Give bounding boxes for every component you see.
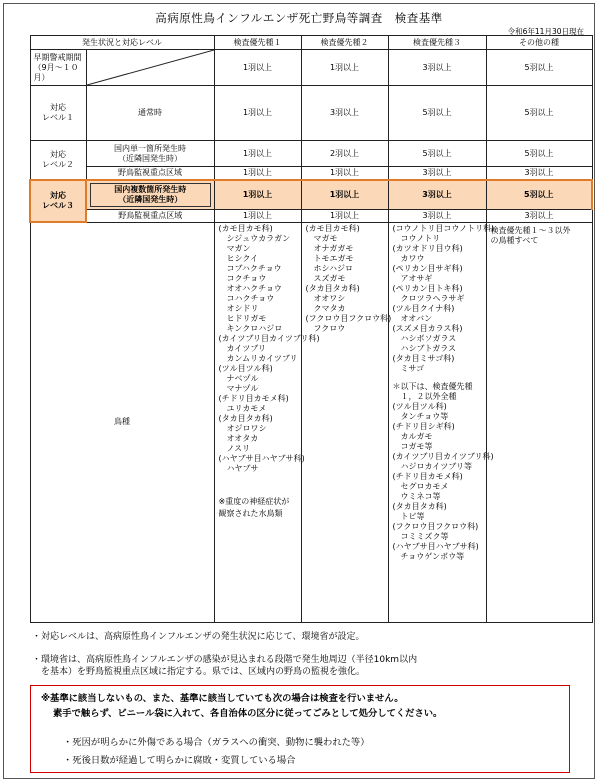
species-item: カルガモ (400, 431, 433, 441)
species-item: クロツラヘラサギ (400, 293, 465, 303)
species-item: カイツブリ (226, 343, 266, 353)
species-item: カワウ (400, 253, 425, 263)
species-item: キンクロハジロ (226, 323, 283, 333)
document-page (3, 3, 595, 779)
early-p2: 1羽以上 (301, 50, 388, 86)
level3-p1: 1羽以上 (214, 180, 301, 210)
species-item: ユリカモメ (226, 403, 267, 413)
species-p1-list (215, 223, 320, 474)
species-item: カンムリカイツブリ (226, 353, 298, 363)
species-item: １，２以外全種 (400, 391, 457, 401)
species-item: マガン (226, 243, 251, 253)
level1-p1: 1羽以上 (214, 86, 301, 141)
level2-zone-other: 3羽以上 (486, 167, 592, 180)
species-item: (コウノトリ目コウノトリ科) (392, 223, 495, 233)
species-item: (ペリカン目トキ科) (392, 283, 463, 293)
species-label: 鳥種 (30, 222, 214, 622)
note-line-1: ・対応レベルは、高病原性鳥インフルエンザの発生状況に応じて、環境省が設定。 (32, 632, 365, 642)
row-level2-label: 対応 レベル２ (30, 141, 86, 180)
species-item: (タカ目タカ科) (392, 501, 447, 511)
species-item: (フクロウ目フクロウ科) (392, 521, 479, 531)
species-item: (ハヤブサ目ハヤブサ科) (392, 541, 479, 551)
species-item: (ペリカン目サギ科) (392, 263, 463, 273)
species-item: (フクロウ目フクロウ科) (305, 313, 392, 323)
species-item: マナヅル (226, 383, 259, 393)
row-early-label: 早期警戒期間 （9月～１０月） (30, 50, 86, 86)
species-item: (タカ目タカ科) (218, 413, 273, 423)
species-item: ヒドリガモ (226, 313, 267, 323)
as-of-date: 令和6年11月30日現在 (507, 27, 584, 36)
level3-zone-p3: 3羽以上 (388, 209, 486, 222)
species-p1-note: ※重度の神経症状が 観察された水鳥類 (218, 496, 290, 518)
species-item: (カツオドリ目ウ科) (392, 243, 463, 253)
level3-zone-p1: 1羽以上 (214, 209, 301, 222)
level3-zone-other: 3羽以上 (486, 209, 592, 222)
header-priority-1: 検査優先種１ (214, 36, 301, 50)
species-item: (ハヤブサ目ハヤブサ科) (218, 453, 305, 463)
level1-other: 5羽以上 (486, 86, 592, 141)
level2-zone-p2: 1羽以上 (301, 167, 388, 180)
notice-line-2: 素手で触らず、ビニール袋に入れて、各自治体の区分に従ってごみとして処分してください。 (53, 708, 443, 719)
level2-p3: 5羽以上 (388, 141, 486, 167)
species-item: ウミネコ等 (400, 491, 441, 501)
species-item: コガモ等 (400, 441, 433, 451)
species-item: スズガモ (313, 273, 346, 283)
species-item: オオタカ (226, 433, 259, 443)
early-p1: 1羽以上 (214, 50, 301, 86)
species-item: (カイツブリ目カイツブリ科) (218, 333, 320, 343)
level2-p2: 2羽以上 (301, 141, 388, 167)
species-item: オオハクチョウ (226, 283, 282, 293)
species-item: コウノトリ (400, 233, 441, 243)
level2-p1: 1羽以上 (214, 141, 301, 167)
species-item: ノスリ (226, 443, 251, 453)
species-item: ＊以下は、検査優先種 (392, 381, 473, 391)
level2-sub1: 国内単一箇所発生時 （近隣国発生時） (86, 141, 214, 167)
species-item: オオバン (400, 313, 433, 323)
species-item: (チドリ目シギ科) (392, 421, 455, 431)
header-other: その他の種 (486, 36, 592, 50)
species-item: コミミズク等 (400, 531, 449, 541)
species-item: ハシブトガラス (400, 343, 457, 353)
species-p3-cell (388, 222, 495, 622)
species-item: (チドリ目カモメ科) (218, 393, 289, 403)
species-item: トモエガモ (313, 253, 354, 263)
species-p1-cell (214, 222, 320, 622)
species-item: (スズメ目カラス科) (392, 323, 463, 333)
species-item: (チドリ目カモメ科) (392, 471, 463, 481)
species-item: ミサゴ (400, 363, 425, 373)
species-item: クマタカ (313, 303, 346, 313)
level3-p2: 1羽以上 (301, 180, 388, 210)
species-item: ハヤブサ (226, 463, 259, 473)
level3-sub2: 野鳥監視重点区域 (86, 209, 214, 222)
level3-zone-p2: 1羽以上 (301, 209, 388, 222)
species-item: セグロカモメ (400, 481, 449, 491)
species-item: ハシボソガラス (400, 333, 457, 343)
diagonal-cell (86, 50, 214, 86)
species-item: オオワシ (313, 293, 346, 303)
species-item: アオサギ (400, 273, 433, 283)
header-situation: 発生状況と対応レベル (30, 36, 214, 50)
species-item: タンチョウ等 (400, 411, 449, 421)
header-priority-2: 検査優先種２ (301, 36, 388, 50)
early-other: 5羽以上 (486, 50, 592, 86)
level3-sub1-cell (86, 180, 214, 210)
species-item: (ツル目クイナ科) (392, 303, 455, 313)
species-item: マガモ (313, 233, 338, 243)
level3-sub1: 国内複数箇所発生時 （近隣国発生時） (90, 183, 211, 207)
level3-p3: 3羽以上 (388, 180, 486, 210)
notes (32, 631, 417, 679)
species-p3-note-list (389, 381, 494, 562)
species-item: フクロウ (313, 323, 346, 333)
species-p2-cell (301, 222, 392, 622)
species-item: コクチョウ (226, 273, 267, 283)
level1-p3: 5羽以上 (388, 86, 486, 141)
species-item: チョウゲンボウ等 (400, 551, 465, 561)
notice-line-4: ・死後日数が経過して明らかに腐敗・変質している場合 (63, 755, 296, 766)
page-title: 高病原性鳥インフルエンザ死亡野鳥等調査 検査基準 (155, 11, 443, 25)
header-priority-3: 検査優先種３ (388, 36, 486, 50)
notice-line-1: ※基準に該当しないもの、また、基準に該当していても次の場合は検査を行いません。 (41, 693, 404, 704)
species-item: オジロワシ (226, 423, 267, 433)
level2-sub2: 野鳥監視重点区域 (86, 167, 214, 180)
species-item: (タカ目タカ科) (305, 283, 360, 293)
species-item: ヒシクイ (226, 253, 258, 263)
species-item: ハジロカイツブリ等 (400, 461, 472, 471)
species-other-cell (486, 222, 592, 622)
species-item: シジュウカラガン (226, 233, 291, 243)
species-item: (カイツブリ目カイツブリ科) (392, 451, 494, 461)
notice-line-3: ・死因が明らかに外傷である場合（ガラスへの衝突、動物に襲われた等） (63, 737, 370, 748)
species-item: (タカ目ミサゴ科) (392, 353, 455, 363)
species-item: (カモ目カモ科) (218, 223, 273, 233)
early-p3: 3羽以上 (388, 50, 486, 86)
species-item: (ツル目ツル科) (392, 401, 447, 411)
species-other: 検査優先種１～３以外 の鳥種すべて (490, 225, 571, 245)
criteria-table (29, 35, 593, 623)
species-item: ナベヅル (226, 373, 259, 383)
species-item: トビ等 (400, 511, 425, 521)
species-item: ホシハジロ (313, 263, 353, 273)
note-line-2: ・環境省は、高病原性鳥インフルエンザの感染が見込まれる段階で発生地周辺（半径10km以内 (32, 654, 418, 665)
level1-sub: 通常時 (86, 86, 214, 141)
row-level3-label: 対応 レベル３ (30, 180, 86, 223)
level3-other: 5羽以上 (486, 180, 592, 210)
species-item: コブハクチョウ (226, 263, 282, 273)
level2-other: 5羽以上 (486, 141, 592, 167)
species-item: オシドリ (226, 303, 259, 313)
species-item: (カモ目カモ科) (305, 223, 360, 233)
level2-zone-p1: 1羽以上 (214, 167, 301, 180)
level2-zone-p3: 3羽以上 (388, 167, 486, 180)
notice-box (30, 685, 570, 773)
level1-p2: 3羽以上 (301, 86, 388, 141)
row-level1-label: 対応 レベル１ (30, 86, 86, 141)
species-p2-list (302, 223, 392, 334)
species-item: コハクチョウ (226, 293, 275, 303)
species-p3-list (389, 223, 495, 374)
species-item: オナガガモ (313, 243, 354, 253)
species-item: (ツル目ツル科) (218, 363, 273, 373)
note-line-3: を基本）を野鳥監視重点区域に指定する。県では、区域内の野鳥の監視を強化。 (32, 667, 366, 677)
